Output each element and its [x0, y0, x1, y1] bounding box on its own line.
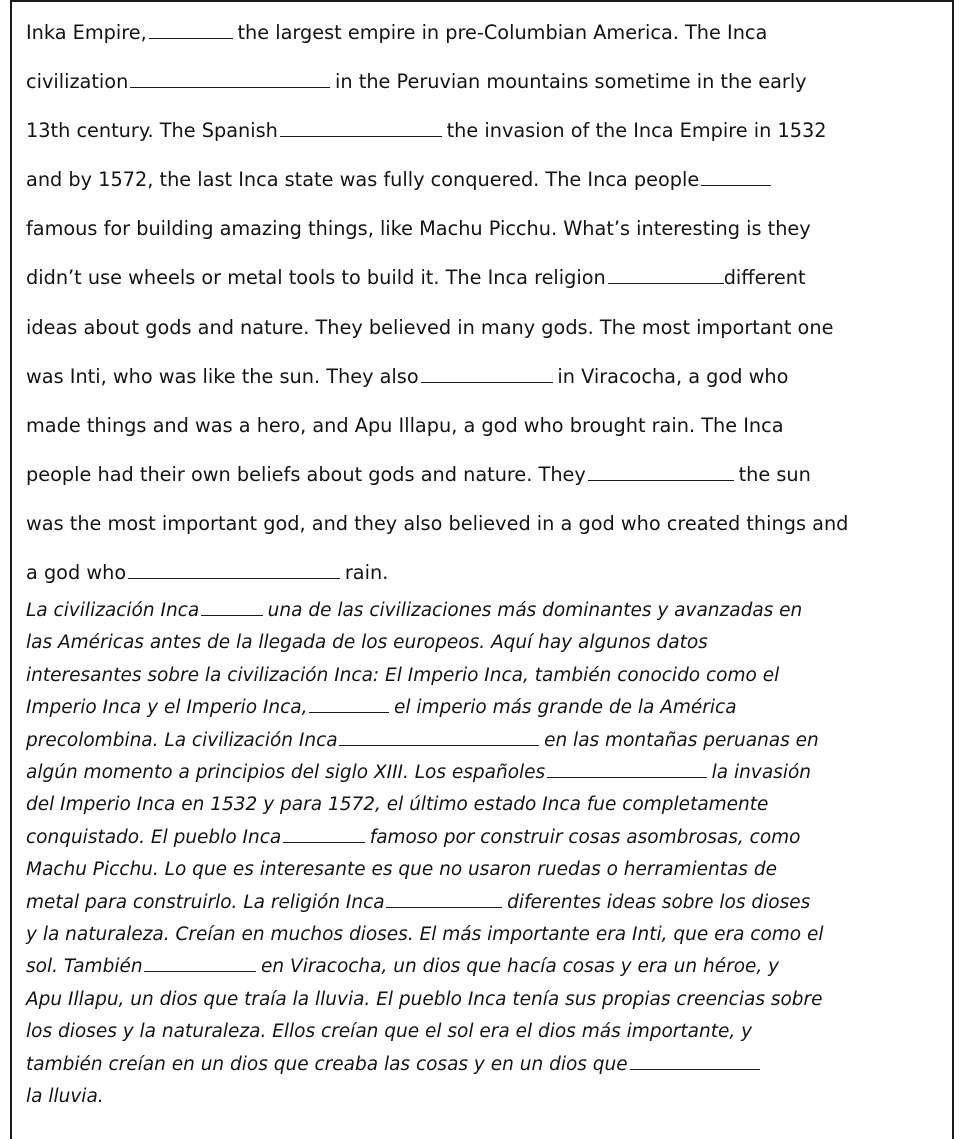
answer-blank[interactable] — [421, 363, 553, 382]
english-line: was Inti, who was like the sun. They also in Viracocha, a god who — [26, 364, 789, 388]
answer-blank[interactable] — [339, 727, 539, 746]
spanish-line: Imperio Inca y el Imperio Inca, el imperio más grande de la América — [26, 692, 946, 724]
answer-blank[interactable] — [309, 695, 389, 714]
english-line: didn’t use wheels or metal tools to build it. The Inca religion different — [26, 266, 806, 290]
answer-blank[interactable] — [608, 265, 724, 284]
answer-blank[interactable] — [386, 889, 502, 908]
spanish-passage — [26, 595, 946, 1114]
spanish-line: del Imperio Inca en 1532 y para 1572, el último estado Inca fue completamente — [26, 794, 769, 816]
answer-blank[interactable] — [547, 759, 707, 778]
spanish-line: los dioses y la naturaleza. Ellos creían que el sol era el dios más importante, y — [26, 1021, 753, 1043]
english-line: people had their own beliefs about gods and nature. They the sun — [26, 462, 811, 486]
answer-blank[interactable] — [280, 118, 442, 137]
english-line: a god who rain. — [26, 561, 389, 585]
spanish-line: conquistado. El pueblo Inca famoso por construir cosas asombrosas, como — [26, 822, 946, 854]
answer-blank[interactable] — [201, 597, 263, 616]
answer-blank[interactable] — [128, 560, 340, 579]
spanish-line: y la naturaleza. Creían en muchos dioses. El más importante era Inti, que era como el — [26, 924, 824, 946]
english-line: ideas about gods and nature. They believed in many gods. The most important one — [26, 315, 834, 339]
spanish-line: metal para construirlo. La religión Inca diferentes ideas sobre los dioses — [26, 887, 946, 919]
spanish-line: Apu Illapu, un dios que traía la lluvia. El pueblo Inca tenía sus propias creencias sobre — [26, 988, 823, 1010]
spanish-line: la lluvia. — [26, 1086, 104, 1108]
answer-blank[interactable] — [283, 824, 365, 843]
answer-blank[interactable] — [630, 1051, 760, 1070]
spanish-line: Machu Picchu. Lo que es interesante es que no usaron ruedas o herramientas de — [26, 859, 777, 881]
english-line: 13th century. The Spanish the invasion of the Inca Empire in 1532 — [26, 119, 827, 143]
spanish-line: La civilización Inca una de las civilizaciones más dominantes y avanzadas en — [26, 595, 946, 627]
spanish-line: también creían en un dios que creaba las cosas y en un dios que — [26, 1049, 946, 1081]
answer-blank[interactable] — [130, 69, 330, 88]
english-line: and by 1572, the last Inca state was fully conquered. The Inca people — [26, 155, 946, 204]
english-passage — [26, 8, 946, 597]
spanish-line: las Américas antes de la llegada de los europeos. Aquí hay algunos datos — [26, 632, 708, 654]
spanish-line: algún momento a principios del siglo XIII. Los españoles la invasión — [26, 757, 946, 789]
answer-blank[interactable] — [588, 462, 734, 481]
english-line: made things and was a hero, and Apu Illapu, a god who brought rain. The Inca — [26, 413, 784, 437]
english-line: civilization in the Peruvian mountains sometime in the early — [26, 70, 807, 94]
answer-blank[interactable] — [701, 167, 771, 186]
answer-blank[interactable] — [144, 954, 256, 973]
english-line: Inka Empire, the largest empire in pre-Columbian America. The Inca — [26, 21, 768, 44]
spanish-line: sol. También en Viracocha, un dios que hacía cosas y era un héroe, y — [26, 951, 946, 983]
answer-blank[interactable] — [149, 20, 233, 39]
worksheet-page — [10, 0, 954, 1139]
english-line: famous for building amazing things, like Machu Picchu. What’s interesting is they — [26, 217, 811, 241]
english-line: was the most important god, and they also believed in a god who created things and — [26, 511, 849, 535]
spanish-line: interesantes sobre la civilización Inca: El Imperio Inca, también conocido como el — [26, 664, 780, 686]
spanish-line: precolombina. La civilización Inca en las montañas peruanas en — [26, 725, 946, 757]
